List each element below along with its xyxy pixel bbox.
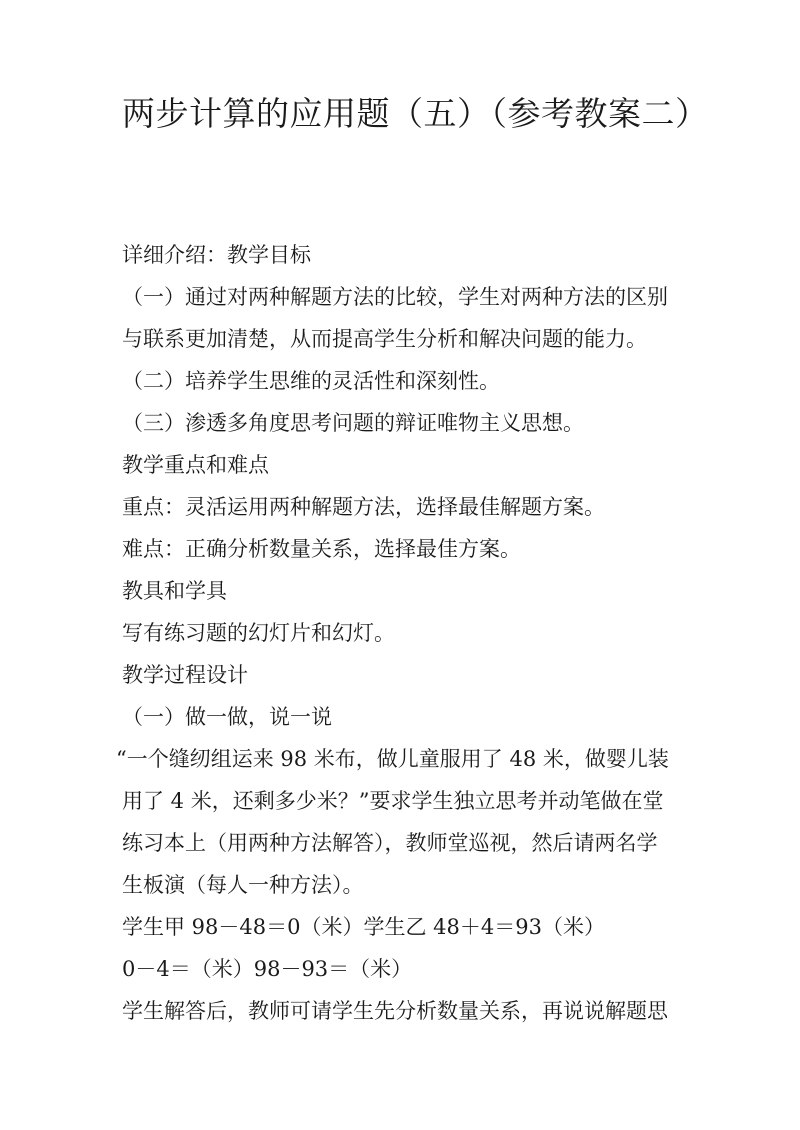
paragraph-line: （三）渗透多角度思考问题的辩证唯物主义思想。 [122,411,584,435]
document-body [116,234,692,1032]
equation-line: 学生甲 98－48＝0（米）学生乙 48＋4＝93（米） [122,915,605,939]
paragraph-line: 详细介绍：教学目标 [122,243,311,267]
page-title: 两步计算的应用题（五）（参考教案二） [122,94,709,133]
paragraph-line: 学生解答后，教师可请学生先分析数量关系，再说说解题思 [122,999,668,1023]
paragraph-line: 重点：灵活运用两种解题方法，选择最佳解题方案。 [122,495,605,519]
section-heading: 教学重点和难点 [122,453,269,477]
paragraph-line: “一个缝纫组运来 98 米布，做儿童服用了 48 米，做婴儿装 [116,747,669,771]
paragraph-line: （一）做一做，说一说 [122,705,332,729]
paragraph-line: 生板演（每人一种方法）。 [122,873,364,897]
paragraph-line: 练习本上（用两种方法解答），教师堂巡视，然后请两名学 [122,831,658,855]
section-heading: 教具和学具 [122,579,227,603]
section-heading: 教学过程设计 [122,663,248,687]
paragraph-line: 用了 4 米，还剩多少米？”要求学生独立思考并动笔做在堂 [122,789,664,813]
paragraph-line: 难点：正确分析数量关系，选择最佳方案。 [122,537,521,561]
equation-line: 0－4＝（米）98－93＝（米） [122,957,413,981]
paragraph-line: （一）通过对两种解题方法的比较，学生对两种方法的区别 [122,285,668,309]
paragraph-line: 写有练习题的幻灯片和幻灯。 [122,621,395,645]
paragraph-line: 与联系更加清楚，从而提高学生分析和解决问题的能力。 [122,327,647,351]
paragraph-line: （二）培养学生思维的灵活性和深刻性。 [122,369,500,393]
